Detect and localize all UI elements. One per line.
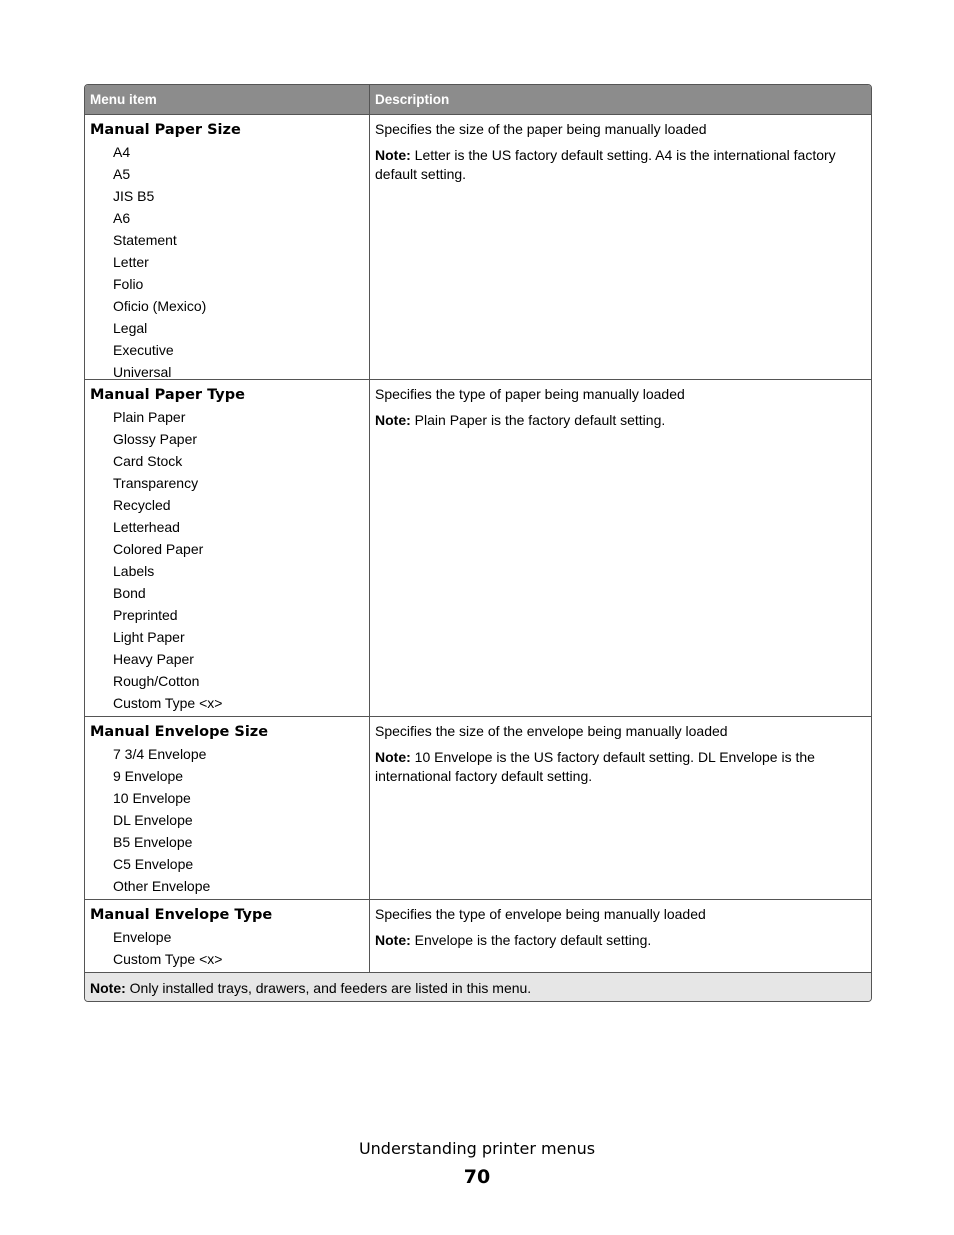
menu-item-title: Manual Envelope Type xyxy=(90,907,273,923)
menu-option: Preprinted xyxy=(113,607,178,623)
header-menu-item: Menu item xyxy=(85,85,370,114)
table-row xyxy=(85,115,871,380)
menu-option: Colored Paper xyxy=(113,541,204,557)
menu-item-title: Manual Envelope Size xyxy=(90,724,269,740)
note-body: Letter is the US factory default setting. A4 is the international factory default setting. xyxy=(375,147,836,182)
description-cell xyxy=(370,900,871,972)
description-cell xyxy=(370,717,871,899)
menu-option: A4 xyxy=(113,144,131,160)
page-number: 70 xyxy=(463,1166,491,1188)
note-label: Note: xyxy=(375,147,411,163)
menu-item-title: Manual Paper Type xyxy=(90,387,245,403)
menu-option: Custom Type <x> xyxy=(113,695,223,711)
menu-item-cell xyxy=(85,115,370,379)
footer-note-body: Only installed trays, drawers, and feeders are listed in this menu. xyxy=(125,980,532,996)
menu-option: Letter xyxy=(113,254,149,270)
menu-option: Labels xyxy=(113,563,155,579)
menu-option: Rough/Cotton xyxy=(113,673,200,689)
note-text xyxy=(375,146,863,184)
menu-item-cell xyxy=(85,380,370,716)
menu-item-cell xyxy=(85,900,370,972)
menu-option: B5 Envelope xyxy=(113,834,193,850)
note-label: Note: xyxy=(375,749,411,765)
note-body: Envelope is the factory default setting. xyxy=(410,932,652,948)
menu-option: Other Envelope xyxy=(113,878,211,894)
menu-option: Light Paper xyxy=(113,629,185,645)
menu-option: Envelope xyxy=(113,929,172,945)
menu-option: Oficio (Mexico) xyxy=(113,298,207,314)
note-text xyxy=(375,748,863,786)
table-row xyxy=(85,900,871,973)
description-cell xyxy=(370,115,871,379)
description-text: Specifies the size of the paper being manually loaded xyxy=(375,121,707,137)
menu-option: Custom Type <x> xyxy=(113,951,223,967)
menu-item-title: Manual Paper Size xyxy=(90,122,241,138)
menu-option: Heavy Paper xyxy=(113,651,194,667)
menu-option: DL Envelope xyxy=(113,812,193,828)
menu-option: Card Stock xyxy=(113,453,183,469)
menu-option: Transparency xyxy=(113,475,199,491)
note-body: Plain Paper is the factory default setting. xyxy=(410,412,666,428)
menu-option: Folio xyxy=(113,276,144,292)
menu-option: A5 xyxy=(113,166,131,182)
menu-option: Letterhead xyxy=(113,519,180,535)
header-description: Description xyxy=(375,92,450,107)
description-text: Specifies the size of the envelope being manually loaded xyxy=(375,723,728,739)
menu-option: Recycled xyxy=(113,497,171,513)
section-title: Understanding printer menus xyxy=(358,1139,596,1158)
description-cell xyxy=(370,380,871,716)
menu-option: Legal xyxy=(113,320,148,336)
footer-note-label: Note: xyxy=(90,980,126,996)
menu-option: Glossy Paper xyxy=(113,431,198,447)
menu-table xyxy=(84,84,872,1002)
menu-option: 7 3/4 Envelope xyxy=(113,746,207,762)
table-row xyxy=(85,380,871,717)
menu-option: 10 Envelope xyxy=(113,790,191,806)
menu-option: 9 Envelope xyxy=(113,768,184,784)
description-text: Specifies the type of paper being manually loaded xyxy=(375,386,685,402)
menu-option: C5 Envelope xyxy=(113,856,194,872)
description-text: Specifies the type of envelope being manually loaded xyxy=(375,906,706,922)
menu-option: Executive xyxy=(113,342,174,358)
note-label: Note: xyxy=(375,412,411,428)
menu-option: Universal xyxy=(113,364,172,380)
table-header xyxy=(85,85,871,115)
menu-item-cell xyxy=(85,717,370,899)
menu-option: Bond xyxy=(113,585,146,601)
note-body: 10 Envelope is the US factory default setting. DL Envelope is the international factory default setting. xyxy=(375,749,815,784)
menu-option: JIS B5 xyxy=(113,188,155,204)
note-text xyxy=(375,931,863,950)
menu-option: Plain Paper xyxy=(113,409,186,425)
menu-option: A6 xyxy=(113,210,131,226)
note-text xyxy=(375,411,863,430)
note-label: Note: xyxy=(375,932,411,948)
table-footer-note xyxy=(85,973,871,1001)
menu-option: Statement xyxy=(113,232,177,248)
table-row xyxy=(85,717,871,900)
